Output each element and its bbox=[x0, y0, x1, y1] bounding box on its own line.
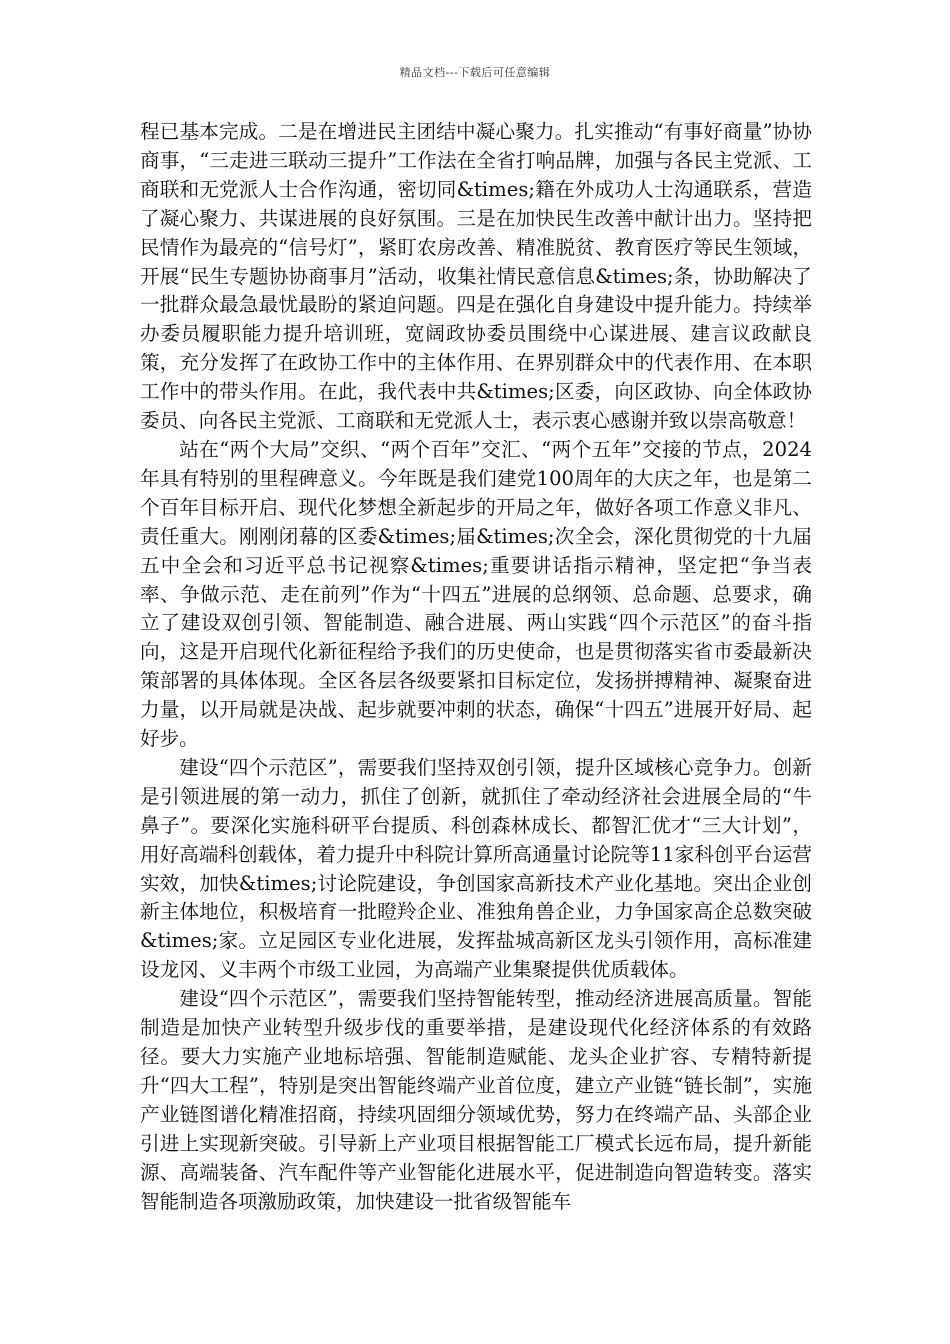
page-header: 精品文档---下载后可任意编辑 bbox=[399, 66, 551, 79]
paragraph-1: 程已基本完成。二是在增进民主团结中凝心聚力。扎实推动“有事好商量”协协商事，“三走进三联动三提升”工作法在全省打响品牌，加强与各民主党派、工商联和无党派人士合作沟通，密切同&times;籍在外成功人士沟通联系，营造了凝心聚力、共谋进展的良好氛围。三是在加快民生改善中献计出力。坚持把民情作为最亮的“信号灯”，紧盯农房改善、精准脱贫、教育医疗等民生领域，开展“民生专题协协商事月”活动，收集社情民意信息&times;条，协助解决了一批群众最急最忧最盼的紧迫问题。四是在强化自身建设中提升能力。持续举办委员履职能力提升培训班，宽阔政协委员围绕中心谋进展、建言议政献良策，充分发挥了在政协工作中的主体作用、在界别群众中的代表作用、在本职工作中的带头作用。在此，我代表中共&times;区委，向区政协、向全体政协委员、向各民主党派、工商联和无党派人士，表示衷心感谢并致以崇高敬意！ bbox=[140, 120, 812, 433]
paragraph-4: 建设“四个示范区”，需要我们坚持智能转型，推动经济进展高质量。智能制造是加快产业转型升级步伐的重要举措，是建设现代化经济体系的有效路径。要大力实施产业地标培强、智能制造赋能、龙头企业扩容、专精特新提升“四大工程”，特别是突出智能终端产业首位度，建立产业链“链长制”，实施产业链图谱化精准招商，持续巩固细分领域优势，努力在终端产品、头部企业引进上实现新突破。引导新上产业项目根据智能工厂模式长远布局，提升新能源、高端装备、汽车配件等产业智能化进展水平，促进制造向智造转变。落实智能制造各项激励政策，加快建设一批省级智能车 bbox=[140, 987, 812, 1213]
paragraph-2: 站在“两个大局”交织、“两个百年”交汇、“两个五年”交接的节点，2024年具有特别的里程碑意义。今年既是我们建党100周年的大庆之年，也是第二个百年目标开启、现代化梦想全新起步的开局之年，做好各项工作意义非凡、责任重大。刚刚闭幕的区委&times;届&times;次全会，深化贯彻党的十九届五中全会和习近平总书记视察&times;重要讲话指示精神，坚定把“争当表率、争做示范、走在前列”作为“十四五”进展的总纲领、总命题、总要求，确立了建设双创引领、智能制造、融合进展、两山实践“四个示范区”的奋斗指向，这是开启现代化新征程给予我们的历史使命，也是贯彻落实省市委最新决策部署的具体体现。全区各层各级要紧扣目标定位，发扬拼搏精神、凝聚奋进力量，以开局就是决战、起步就要冲刺的状态，确保“十四五”进展开好局、起好步。 bbox=[140, 437, 812, 751]
document-body bbox=[140, 118, 812, 1216]
paragraph-3: 建设“四个示范区”，需要我们坚持双创引领，提升区域核心竞争力。创新是引领进展的第一动力，抓住了创新，就抓住了牵动经济社会进展全局的“牛鼻子”。要深化实施科研平台提质、科创森林成长、都智汇优才“三大计划”，用好高端科创载体，着力提升中科院计算所高通量讨论院等11家科创平台运营实效，加快&times;讨论院建设，争创国家高新技术产业化基地。突出企业创新主体地位，积极培育一批瞪羚企业、准独角兽企业，力争国家高企总数突破&times;家。立足园区专业化进展，发挥盐城高新区龙头引领作用，高标准建设龙冈、义丰两个市级工业园，为高端产业集聚提供优质载体。 bbox=[140, 755, 812, 982]
